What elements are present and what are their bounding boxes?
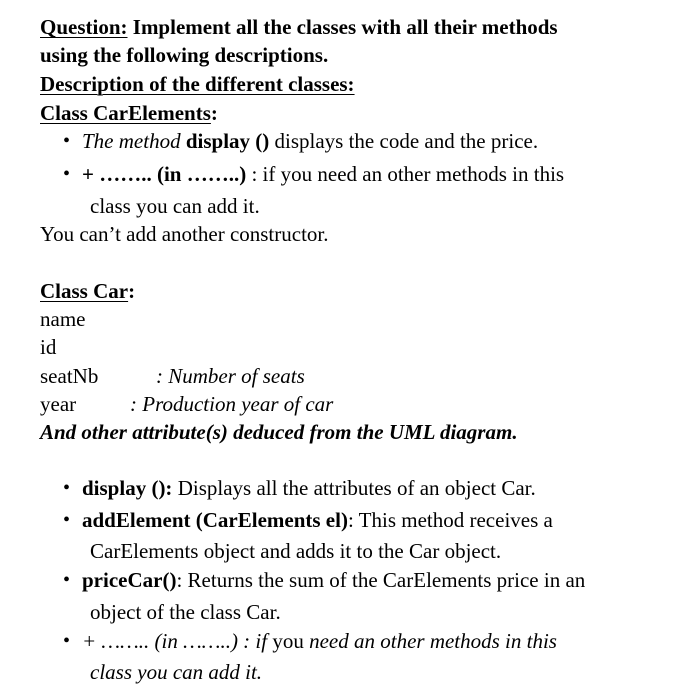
- method-intro: The method: [82, 129, 186, 153]
- display-method-desc: displays the code and the price.: [269, 129, 539, 153]
- method-price-car-desc: : Returns the sum of the CarElements price in an: [176, 568, 586, 592]
- car-elements-heading-text: Class CarElements: [40, 101, 211, 125]
- method-placeholder-line-2: class you can add it.: [90, 660, 263, 684]
- attribute-id: id: [40, 335, 57, 359]
- question-text-1: Implement all the classes with all their methods: [127, 15, 558, 39]
- method-placeholder-part-1: + …….. (in ……..) : if: [82, 629, 273, 653]
- attribute-name: name: [40, 307, 86, 331]
- method-add-element-line-2: CarElements object and adds it to the Car object.: [90, 539, 502, 563]
- bullet-icon: •: [63, 163, 71, 185]
- bullet-icon: •: [63, 130, 71, 152]
- attribute-year: year: [40, 392, 77, 416]
- attribute-seatnb: seatNb: [40, 364, 99, 388]
- car-elements-heading-colon: :: [210, 101, 218, 125]
- method-placeholder-part-3: need an other methods in this: [303, 629, 557, 653]
- car-elements-bullet-2: [82, 164, 564, 185]
- method-add-element: [82, 510, 553, 531]
- car-heading-colon: :: [128, 279, 136, 303]
- bullet-icon: •: [63, 477, 71, 499]
- display-method-name: display (): [185, 129, 270, 153]
- question-line-1: [40, 17, 558, 38]
- method-add-element-desc: : This method receives a: [347, 508, 553, 532]
- method-price-car-name: priceCar(): [82, 568, 177, 592]
- method-placeholder-part-2: you: [272, 629, 304, 653]
- placeholder-method: + …….. (in ……..): [82, 162, 247, 186]
- method-placeholder: [82, 631, 557, 652]
- attribute-year-desc: : Production year of car: [130, 392, 334, 416]
- bullet-icon: •: [63, 569, 71, 591]
- method-price-car: [82, 570, 585, 591]
- car-heading-text: Class Car: [40, 279, 129, 303]
- method-add-element-name: addElement (CarElements el): [82, 508, 348, 532]
- bullet-icon: •: [63, 509, 71, 531]
- method-price-car-line-2: object of the class Car.: [90, 600, 281, 624]
- other-attributes-note: And other attribute(s) deduced from the UML diagram.: [40, 420, 518, 444]
- placeholder-method-desc: : if you need an other methods in this: [246, 162, 565, 186]
- bullet-icon: •: [63, 630, 71, 652]
- car-elements-bullet-2-line-2: class you can add it.: [90, 194, 260, 218]
- question-line-2: using the following descriptions.: [40, 43, 329, 67]
- car-elements-note: You can’t add another constructor.: [40, 222, 329, 246]
- method-display-name: display ():: [82, 476, 173, 500]
- car-elements-heading: [40, 103, 218, 124]
- attribute-seatnb-desc: : Number of seats: [156, 364, 305, 388]
- car-heading: [40, 281, 135, 302]
- question-label: Question:: [40, 15, 128, 39]
- method-display: [82, 478, 536, 499]
- method-display-desc: Displays all the attributes of an object Car.: [172, 476, 536, 500]
- car-elements-bullet-1: [82, 131, 538, 152]
- description-heading: Description of the different classes:: [40, 72, 355, 96]
